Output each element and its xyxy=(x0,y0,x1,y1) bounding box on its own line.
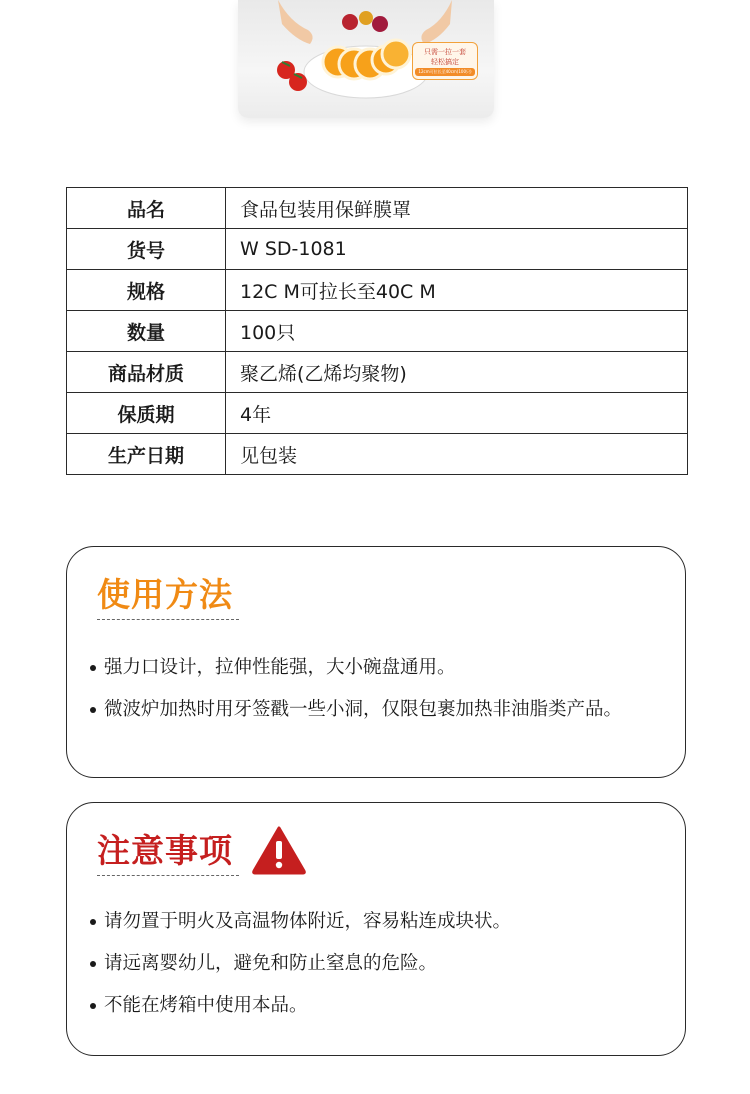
spec-key: 货号 xyxy=(67,229,226,270)
table-row xyxy=(67,229,688,270)
badge-line-1: 只需一拉一套 xyxy=(424,48,466,56)
usage-card xyxy=(66,546,686,778)
badge-line-2: 轻松搞定 xyxy=(431,58,459,66)
spec-value: 见包装 xyxy=(226,434,688,475)
caution-card xyxy=(66,802,686,1056)
list-item: 微波炉加热时用牙签戳一些小洞，仅限包裹加热非油脂类产品。 xyxy=(89,693,645,727)
table-row xyxy=(67,270,688,311)
spec-value: 食品包装用保鲜膜罩 xyxy=(226,188,688,229)
spec-key: 数量 xyxy=(67,311,226,352)
spec-value: 聚乙烯(乙烯均聚物) xyxy=(226,352,688,393)
list-item: 请勿置于明火及高温物体附近，容易粘连成块状。 xyxy=(89,905,645,939)
spec-key: 规格 xyxy=(67,270,226,311)
usage-list xyxy=(89,651,645,735)
list-item: 强力口设计，拉伸性能强，大小碗盘通用。 xyxy=(89,651,645,685)
spec-key: 生产日期 xyxy=(67,434,226,475)
list-item: 请远离婴幼儿，避免和防止窒息的危险。 xyxy=(89,947,645,981)
list-item: 不能在烤箱中使用本品。 xyxy=(89,989,645,1023)
warning-triangle-icon xyxy=(251,825,307,879)
spec-value: 4年 xyxy=(226,393,688,434)
table-row xyxy=(67,393,688,434)
product-package-image xyxy=(238,0,494,118)
spec-value: 12C M可拉长至40C M xyxy=(226,270,688,311)
caution-title: 注意事项 xyxy=(97,831,233,870)
title-divider xyxy=(97,875,239,876)
spec-key: 商品材质 xyxy=(67,352,226,393)
table-row xyxy=(67,352,688,393)
badge-strip: 12cm可拉长至40cm(100只) xyxy=(415,68,475,76)
spec-key: 保质期 xyxy=(67,393,226,434)
table-row xyxy=(67,188,688,229)
caution-list xyxy=(89,905,645,1031)
spec-key: 品名 xyxy=(67,188,226,229)
spec-table xyxy=(66,187,688,475)
table-row xyxy=(67,311,688,352)
spec-value: W SD-1081 xyxy=(226,229,688,270)
table-row xyxy=(67,434,688,475)
spec-value: 100只 xyxy=(226,311,688,352)
usage-title: 使用方法 xyxy=(97,575,233,614)
title-divider xyxy=(97,619,239,620)
product-badge xyxy=(412,42,478,80)
